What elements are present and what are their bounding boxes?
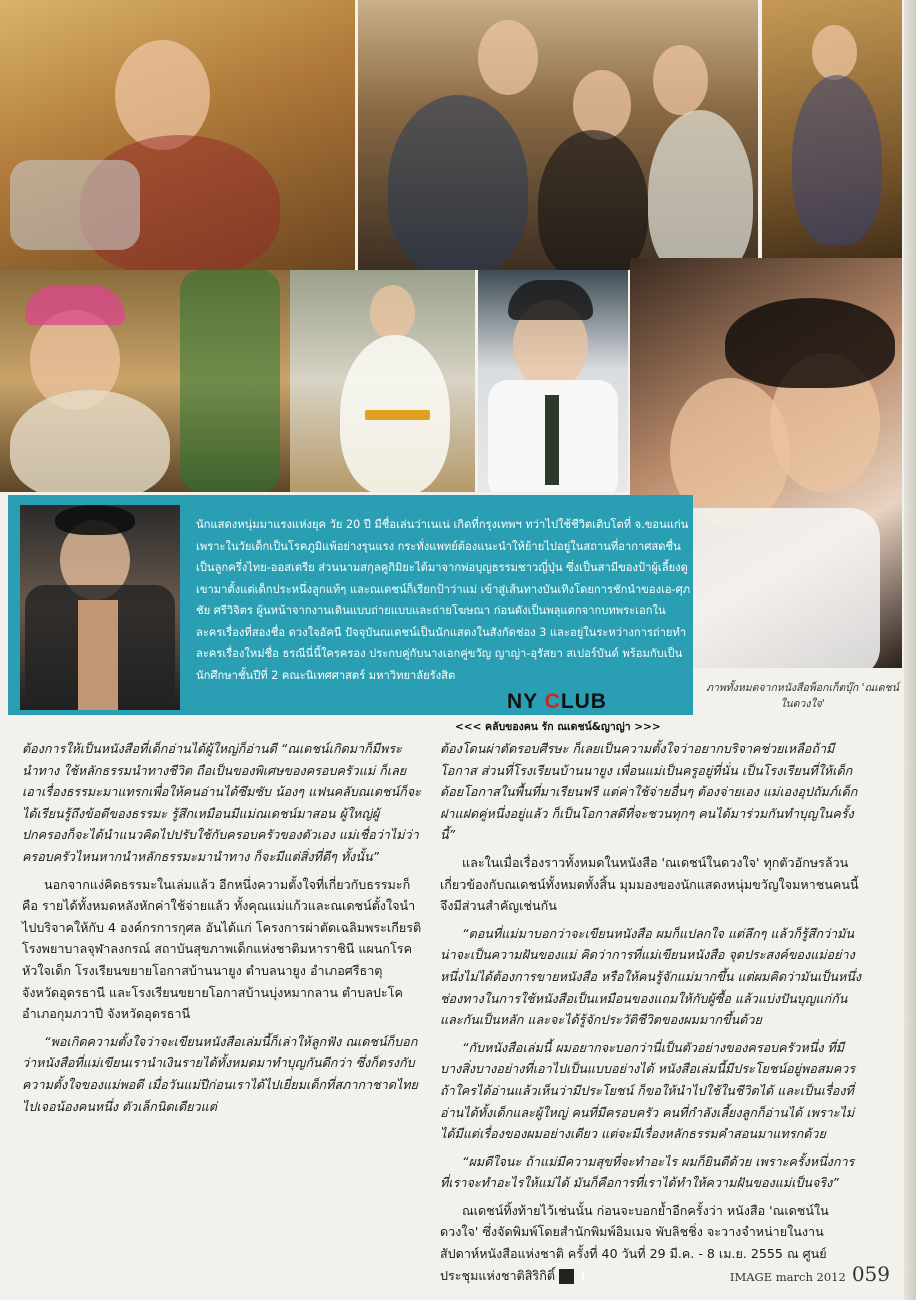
paragraph: ต้องการให้เป็นหนังสือที่เด็กอ่านได้ผู้ใหญ่ก็อ่านดี “ณเดชน์เกิดมาก็มีพระนำทาง ใช้หลักธรรมนำทางชีวิต ถือเป็นของพิเศษของครอบครัวแม่ ก็เลยเอาเรื่องธรรมะมาแทรกเพื่อให้คนอ่านได้ซึมซับ น้องๆ แฟนคลับณเดชน์ก็จะได้เรียนรู้ถึงข้อดีของธรรมะ รู้สึกเหมือนมีแม่ณเดชน์มาสอน ผู้ใหญ่ผู้ปกครองก็จะได้นำแนวคิดไปปรับใช้กับครอบครัวของตัวเอง แม่เชื่อว่าไม่ว่าครอบครัวไหนหากนำหลักธรรมะมานำทาง ก็จะมีแต่สิ่งที่ดีๆ ทั้งนั้น” [22, 741, 421, 864]
closing-paragraph-text: ณเดชน์ทิ้งท้ายไว้เช่นนั้น ก่อนจะบอกย้ำอีกครั้งว่า หนังสือ 'ณเดชน์ในดวงใจ' ซึ่งจัดพิมพ์โดยสำนักพิมพ์อิมเมจ พับลิชชิ่ง จะวางจำหน่ายในงานสัปดาห์หนังสือแห่งชาติ ครั้งที่ 40 วันที่ 29 มี.ค. - 8 เม.ย. 2555 ณ ศูนย์ประชุมแห่งชาติสิริกิติ์ [440, 1202, 829, 1283]
photo-caption: ภาพทั้งหมดจากหนังสือพ็อกเก็ตบุ๊ก 'ณเดชน์ในดวงใจ' [706, 682, 899, 710]
paragraph: และในเมื่อเรื่องราวทั้งหมดในหนังสือ 'ณเดชน์ในดวงใจ' ทุกตัวอักษรล้วนเกี่ยวข้องกับณเดชน์ทั้งหมดทั้งสิ้น มุมมองของนักแสดงหนุ่มขวัญใจมหาชนคนนี้ จึงมีส่วนสำคัญเช่นกัน [440, 854, 859, 914]
paragraph: ต้องโดนผ่าตัดรอบศีรษะ ก็เลยเป็นความตั้งใจว่าอยากบริจาคช่วยเหลือถ้ามีโอกาส ส่วนที่โรงเรียนบ้านนายูง เพื่อนแม่เป็นครูอยู่ที่นั่น เป็นโรงเรียนที่ให้เด็กด้อยโอกาสในพื้นที่มาเรียนฟรี แต่ค่าใช้จ่ายอื่นๆ ต้องจ่ายเอง แม่เองอุปถัมภ์เด็กฝาแฝดคู่หนึ่งอยู่แล้ว ก็เป็นโอกาสดีที่จะชวนทุกๆ คนได้มาร่วมกันทำบุญในครั้งนี้” [440, 741, 858, 843]
left-column [22, 738, 422, 1123]
bio-text: นักแสดงหนุ่มมาแรงแห่งยุค วัย 20 ปี มีชื่อเล่นว่าเนเน่ เกิดที่กรุงเทพฯ ทว่าไปใช้ชีวิตเติบโตที่ จ.ขอนแก่น เพราะในวัยเด็กเป็นโรคภูมิแพ้อย่างรุนแรง กระทั่งแพทย์ต้องแนะนำให้ย้ายไปอยู่ในสถานที่อากาศสดชื่น เป็นลูกครึ่งไทย-ออสเตรีย ส่วนนามสกุลคูกิมิยะได้มาจากพ่อบุญธรรมชาวญี่ปุ่น ซึ่งเป็นสามีของป้าผู้เลี้ยงดูเขามาตั้งแต่เด็กประหนึ่งลูกแท้ๆ และณเดชน์ก็เรียกป้าว่าแม่ เข้าสู่เส้นทางบันเทิงโดยการชักนำของเอ-ศุภชัย ศรีวิจิตร ผู้นหน้าจากงานเดินแบบถ่ายแบบและถ่ายโฆษณา ก่อนดังเป็นพลุแตกจากบทพระเอกในละครเรื่องที่สองชื่อ ดวงใจอัคนี ปัจจุบันณเดชน์เป็นนักแสดงในสังกัดช่อง 3 และอยู่ในระหว่างการถ่ายทำละครเรื่องใหม่ชื่อ ธรณีนี่นี้ใครครอง ประกบคู่กับนางเอกคู่ขวัญ ญาญ่า-อุรัสยา สเปอร์บันด์ พร้อมกับเป็นนักศึกษาชั้นปีที่ 2 คณะนิเทศศาสตร์ มหาวิทยาลัยรังสิต [196, 518, 691, 682]
photo-student-uniform [478, 270, 628, 492]
club-tagline: <<< คลับของคน รัก ณเดชน์&ญาญ่า >>> [455, 721, 661, 733]
paragraph: นอกจากแง่คิดธรรมะในเล่มแล้ว อีกหนึ่งความตั้งใจที่เกี่ยวกับธรรมะก็คือ รายได้ทั้งหมดหลังหักค่าใช้จ่ายแล้ว ทั้งคุณแม่แก้วและณเดชน์ตั้งใจนำไปบริจาคให้กับ 4 องค์กรการกุศล อันได้แก่ โครงการผ่าตัดเฉลิมพระเกียรติ โรงพยาบาลจุฬาลงกรณ์ สถาบันสุขภาพเด็กแห่งชาติมหาราชินี แผนกโรคหัวใจเด็ก โรงเรียนขยายโอกาสบ้านนายูง ตำบลนายูง อำเภอศรีธาตุ จังหวัดอุดรธานี และโรงเรียนขยายโอกาสบ้านบุ่งหมากลาน ตำบลปะโค อำเภอกุมภวาปี จังหวัดอุดรธานี [22, 876, 422, 1022]
photo-portrait-shirtless [20, 505, 180, 710]
right-column [440, 738, 862, 1292]
ny-club-logo: NY CLUB [507, 690, 607, 713]
photo-taekwondo [290, 270, 475, 492]
paragraph: “ผมดีใจนะ ถ้าแม่มีความสุขที่จะทำอะไร ผมก็ยินดีด้วย เพราะครั้งหนึ่งการที่เราจะทำอะไรให้แม่ได้ มันก็คือการที่เราได้ทำให้ความฝันของแม่เป็นจริง” [440, 1153, 855, 1191]
paragraph: “ตอนที่แม่มาบอกว่าจะเขียนหนังสือ ผมก็แปลกใจ แต่ลึกๆ แล้วก็รู้สึกว่ามันน่าจะเป็นความฝันของแม่ คิดว่าการที่แม่เขียนหนังสือ จุดประสงค์ของแม่อย่างหนึ่งไม่ได้ต้องการขายหนังสือ หรือให้คนรู้จักแม่มากขึ้น แต่ผมคิดว่ามันเป็นหนึ่งช่องทางในการใช้หนังสือเป็นเหมือนของแถมให้กับผู้ซื้อ แล้วแบ่งปันบุญแก่กันและกันเป็นหลัก และจะได้รู้จักประวัติชีวิตของผมมากขึ้นด้วย [440, 925, 862, 1028]
paragraph: “พอเกิดความตั้งใจว่าจะเขียนหนังสือเล่มนี้ก็เล่าให้ลูกฟัง ณเดชน์ก็บอกว่าหนังสือที่แม่เขียนเรานำเงินรายได้ทั้งหมดมาทำบุญกันดีกว่า ซึ่งก็ตรงกับความตั้งใจของแม่พอดี เมื่อวันแม่ปีก่อนเราได้ไปเยี่ยมเด็กที่สภากาชาดไทย ไปเจอน้องคนหนึ่ง ตัวเล็กนิดเดียวแต่ [22, 1033, 418, 1114]
magazine-issue: IMAGE march 2012 [729, 1270, 846, 1284]
photo-child-eating [0, 0, 355, 270]
photo-boy-cap [0, 270, 290, 492]
photo-family-group [358, 0, 758, 270]
paragraph: “กับหนังสือเล่มนี้ ผมอยากจะบอกว่านี่เป็นตัวอย่างของครอบครัวหนึ่ง ที่มีบางสิ่งบางอย่างที่เอาไปเป็นแบบอย่างได้ หนังสือเล่มนี้มีประโยชน์อยู่พอสมควร ถ้าใครได้อ่านแล้วเห็นว่ามีประโยชน์ ก็ขอให้นำไปใช้ในชีวิตได้ และเป็นเรื่องที่อ่านได้ทั้งเด็กและผู้ใหญ่ คนที่มีครอบครัว คนที่กำลังเลี้ยงลูกก็อ่านได้ เพราะไม่ได้มีแต่เรื่องของผมอย่างเดียว แต่จะมีเรื่องหลักธรรมคำสอนมาแทรกด้วย [440, 1039, 856, 1142]
photo-child-sunglasses [762, 0, 902, 270]
page-footer [730, 1262, 890, 1286]
page-number: 059 [851, 1262, 890, 1286]
info-icon: i [559, 1269, 574, 1284]
page-edge [904, 0, 916, 1300]
